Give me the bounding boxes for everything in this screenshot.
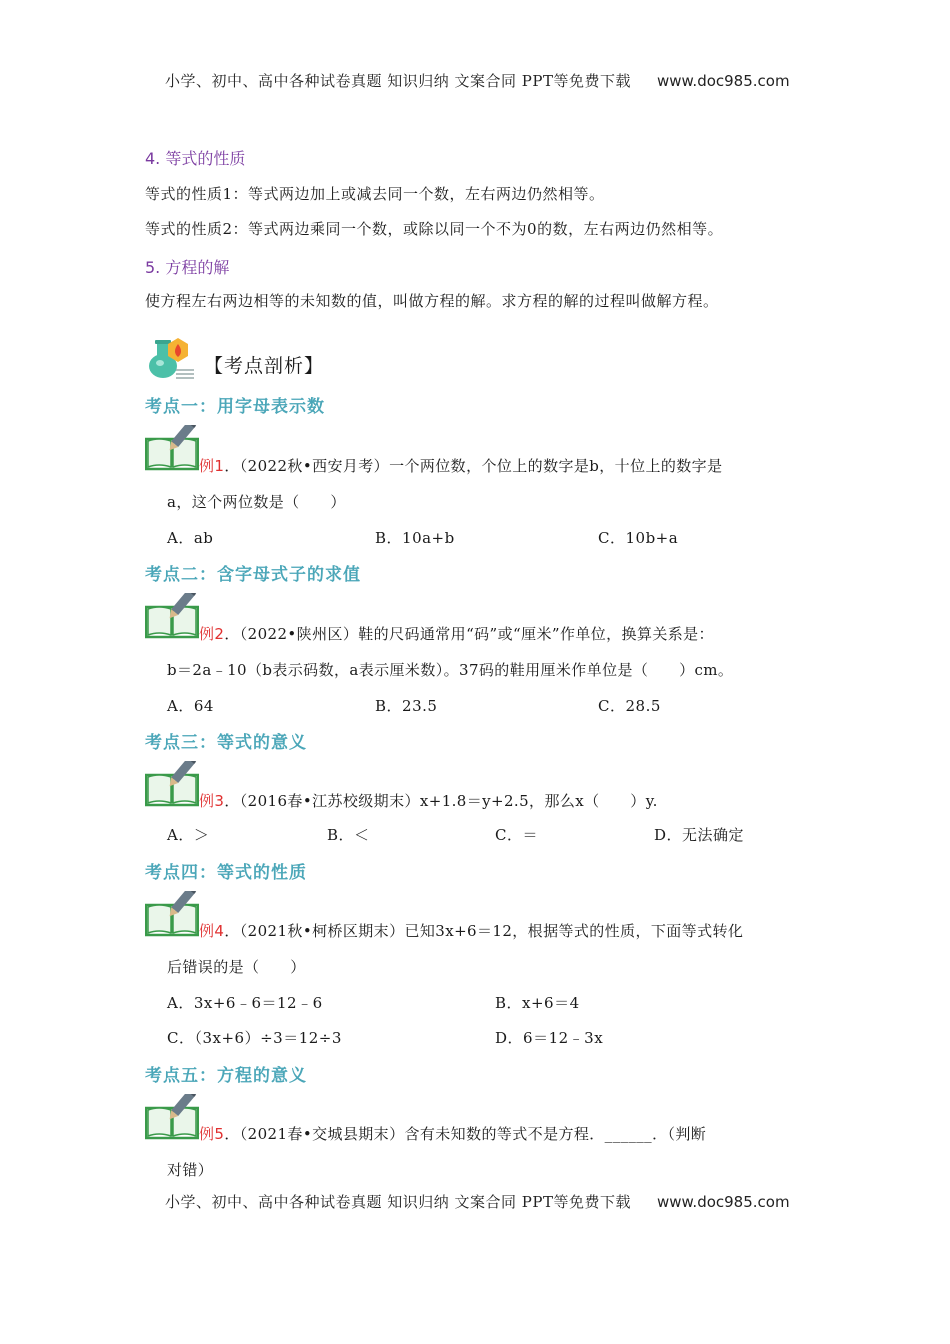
example-5-line2: 对错）: [167, 1161, 214, 1179]
example-5-label: 例5: [199, 1125, 225, 1143]
option-a[interactable]: A．3x+6﹣6＝12﹣6: [167, 994, 323, 1012]
section-title-5: 5. 方程的解: [145, 258, 230, 277]
book-pencil-icon: [145, 1094, 199, 1140]
example-3-label: 例3: [199, 792, 225, 810]
example-4-label: 例4: [199, 922, 225, 940]
footer-text: 小学、初中、高中各种试卷真题 知识归纳 文案合同 PPT等免费下载: [165, 1193, 631, 1211]
option-a[interactable]: A．ab: [167, 529, 214, 547]
book-pencil-icon: [145, 593, 199, 639]
book-pencil-icon: [145, 425, 199, 471]
example-2-label: 例2: [199, 625, 225, 643]
footer-url[interactable]: www.doc985.com: [657, 1193, 790, 1211]
option-b[interactable]: B．x+6＝4: [495, 994, 580, 1012]
example-4-line1: [199, 920, 743, 941]
kaodian-1: 考点一：用字母表示数: [145, 397, 325, 417]
section4-line1: 等式的性质1：等式两边加上或减去同一个数，左右两边仍然相等。: [145, 185, 605, 203]
option-a[interactable]: A．64: [167, 697, 214, 715]
option-d[interactable]: D．无法确定: [654, 826, 745, 844]
example-1-line2: a，这个两位数是（ ）: [167, 493, 346, 511]
header-text: 小学、初中、高中各种试卷真题 知识归纳 文案合同 PPT等免费下载: [165, 72, 631, 90]
option-c[interactable]: C．＝: [495, 826, 538, 844]
kaodian-3: 考点三：等式的意义: [145, 733, 307, 753]
example-1-line1: [199, 455, 722, 476]
example-5-text: ．（2021春•交城县期末）含有未知数的等式不是方程．______．（判断: [224, 1125, 707, 1143]
option-d[interactable]: D．6＝12﹣3x: [495, 1029, 604, 1047]
header-url[interactable]: www.doc985.com: [657, 72, 790, 90]
page-footer: [165, 1191, 790, 1212]
section4-line2: 等式的性质2：等式两边乘同一个数，或除以同一个不为0的数，左右两边仍然相等。: [145, 220, 724, 238]
option-b[interactable]: B．23.5: [375, 697, 438, 715]
option-c[interactable]: C．10b+a: [598, 529, 679, 547]
page-header: [165, 70, 790, 91]
example-4-line2: 后错误的是（ ）: [167, 958, 306, 976]
flask-icon: [146, 334, 196, 382]
kaodian-5: 考点五：方程的意义: [145, 1066, 307, 1086]
option-b[interactable]: B．＜: [327, 826, 370, 844]
kaodian-2: 考点二：含字母式子的求值: [145, 565, 361, 585]
section-title-4: 4. 等式的性质: [145, 149, 246, 168]
example-2-text: ．（2022•陕州区）鞋的尺码通常用“码”或“厘米”作单位，换算关系是：: [224, 625, 714, 643]
example-5-line1: [199, 1123, 706, 1144]
book-pencil-icon: [145, 761, 199, 807]
book-pencil-icon: [145, 891, 199, 937]
example-2-line1: [199, 623, 714, 644]
example-2-line2: b＝2a﹣10（b表示码数，a表示厘米数）。37码的鞋用厘米作单位是（ ）cm。: [167, 661, 734, 679]
option-c[interactable]: C．28.5: [598, 697, 661, 715]
example-4-text: ．（2021秋•柯桥区期末）已知3x+6＝12，根据等式的性质，下面等式转化: [224, 922, 744, 940]
section5-line1: 使方程左右两边相等的未知数的值，叫做方程的解。求方程的解的过程叫做解方程。: [145, 292, 719, 310]
kaodian-4: 考点四：等式的性质: [145, 863, 307, 883]
option-c[interactable]: C．（3x+6）÷3＝12÷3: [167, 1029, 342, 1047]
example-3-line1: [199, 790, 658, 811]
example-1-label: 例1: [199, 457, 225, 475]
example-3-text: ．（2016春•江苏校级期末）x+1.8＝y+2.5，那么x（ ）y.: [224, 792, 658, 810]
analysis-title: 【考点剖析】: [204, 355, 325, 377]
example-1-text: ．（2022秋•西安月考）一个两位数，个位上的数字是b，十位上的数字是: [224, 457, 723, 475]
option-b[interactable]: B．10a+b: [375, 529, 455, 547]
option-a[interactable]: A．＞: [167, 826, 210, 844]
